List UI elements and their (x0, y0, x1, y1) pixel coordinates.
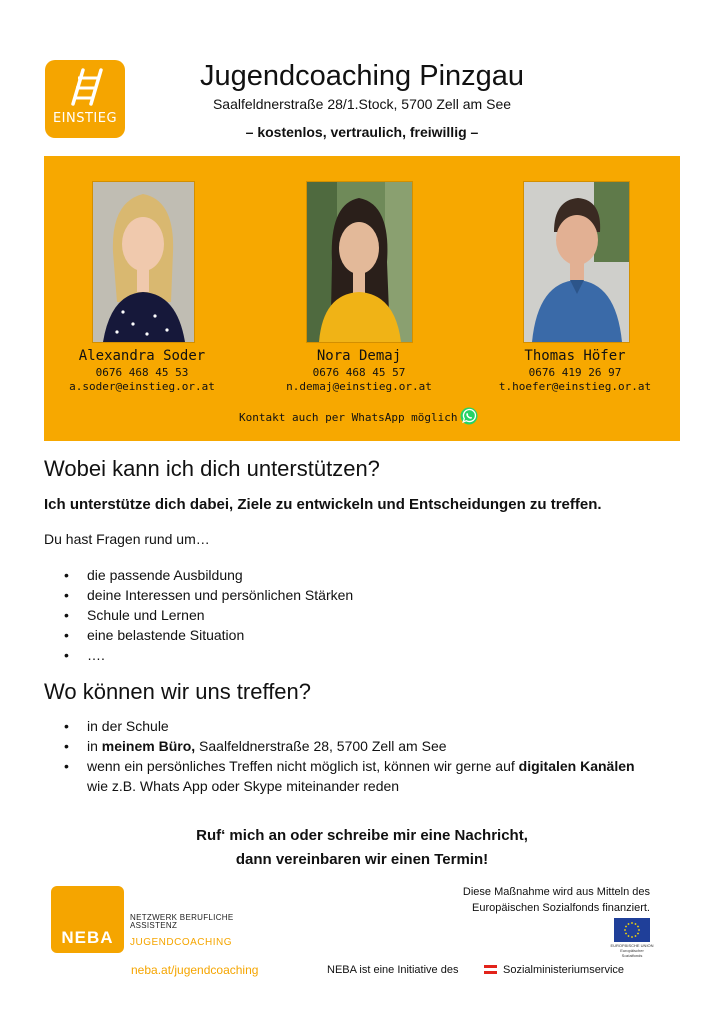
support-intro: Ich unterstütze dich dabei, Ziele zu entwickeln und Entscheidungen zu treffen. (44, 496, 602, 513)
photo-thomas-hoefer (523, 181, 630, 343)
team-band (44, 156, 680, 441)
photo-nora-demaj (306, 181, 413, 343)
list-item: • deine Interessen und persönlichen Stärken (44, 585, 353, 605)
item-text: wenn ein persönliches Treffen nicht möglich ist, können wir gerne auf (87, 758, 519, 774)
item-text: in (87, 738, 102, 754)
questions-lead: Du hast Fragen rund um… (44, 531, 210, 547)
esf-line: Europäischen Sozialfonds finanziert. (472, 902, 650, 914)
item-text-bold: meinem Büro, (101, 738, 196, 754)
photo-alexandra-soder (92, 181, 195, 343)
neba-subtitle-line: NETZWERK BERUFLICHE (130, 913, 234, 922)
whatsapp-icon[interactable] (460, 407, 478, 425)
person-phone[interactable]: 0676 468 45 53 (95, 366, 189, 379)
cta-line: Ruf‘ mich an oder schreibe mir eine Nachricht, (196, 827, 528, 844)
person-phone[interactable]: 0676 468 45 57 (312, 366, 406, 379)
neba-subtitle (130, 914, 234, 930)
einstieg-logo (45, 60, 125, 138)
neba-logo-text: NEBA (61, 928, 114, 947)
eu-caption: EUROPÄISCHE UNION Europäischer Sozialfonds (610, 943, 654, 958)
tagline: – kostenlos, vertraulich, freiwillig – (245, 124, 479, 140)
ladder-icon (63, 68, 107, 108)
list-item (44, 736, 684, 756)
list-item: • …. (44, 645, 353, 665)
initiative-note: NEBA ist eine Initiative des (327, 964, 459, 976)
list-item (44, 756, 684, 796)
item-text: wie z.B. Whats App oder Skype miteinander reden (87, 778, 400, 794)
person-name: Nora Demaj (316, 348, 402, 364)
austria-flag-icon (484, 965, 497, 974)
eu-flag-icon (614, 918, 650, 942)
neba-logo (51, 886, 124, 953)
person-name: Thomas Höfer (524, 348, 626, 364)
address: Saalfeldnerstraße 28/1.Stock, 5700 Zell am See (212, 96, 512, 112)
item-text: Saalfeldnerstraße 28, 5700 Zell am See (195, 738, 447, 754)
list-item: • Schule und Lernen (44, 605, 353, 625)
person-name: Alexandra Soder (78, 348, 206, 364)
neba-link[interactable]: neba.at/jugendcoaching (131, 963, 259, 977)
logo-text: EINSTIEG (52, 111, 118, 126)
page-title: Jugendcoaching Pinzgau (199, 60, 525, 92)
whatsapp-note: Kontakt auch per WhatsApp möglich (239, 411, 458, 424)
list-item: • eine belastende Situation (44, 625, 353, 645)
person-email[interactable]: a.soder@einstieg.or.at (69, 380, 215, 393)
ministry-name: Sozialministeriumservice (503, 964, 625, 976)
esf-funding-note (400, 884, 650, 916)
person-email[interactable]: n.demaj@einstieg.or.at (286, 380, 432, 393)
item-text-bold: digitalen Kanälen (518, 758, 635, 774)
neba-subtitle-line: ASSISTENZ (130, 921, 178, 930)
person-phone[interactable]: 0676 419 26 97 (528, 366, 622, 379)
call-to-action (44, 824, 680, 872)
meeting-places-list (44, 716, 684, 796)
section-heading-meet: Wo können wir uns treffen? (44, 679, 312, 704)
list-item: • die passende Ausbildung (44, 565, 353, 585)
esf-line: Diese Maßnahme wird aus Mitteln des (462, 886, 650, 898)
person-email[interactable]: t.hoefer@einstieg.or.at (498, 380, 652, 393)
cta-line: dann vereinbaren wir einen Termin! (235, 851, 489, 868)
support-topics-list (44, 565, 353, 665)
section-heading-support: Wobei kann ich dich unterstützen? (44, 456, 380, 481)
list-item: • in der Schule (44, 716, 684, 736)
neba-jugendcoaching: JUGENDCOACHING (130, 937, 233, 948)
